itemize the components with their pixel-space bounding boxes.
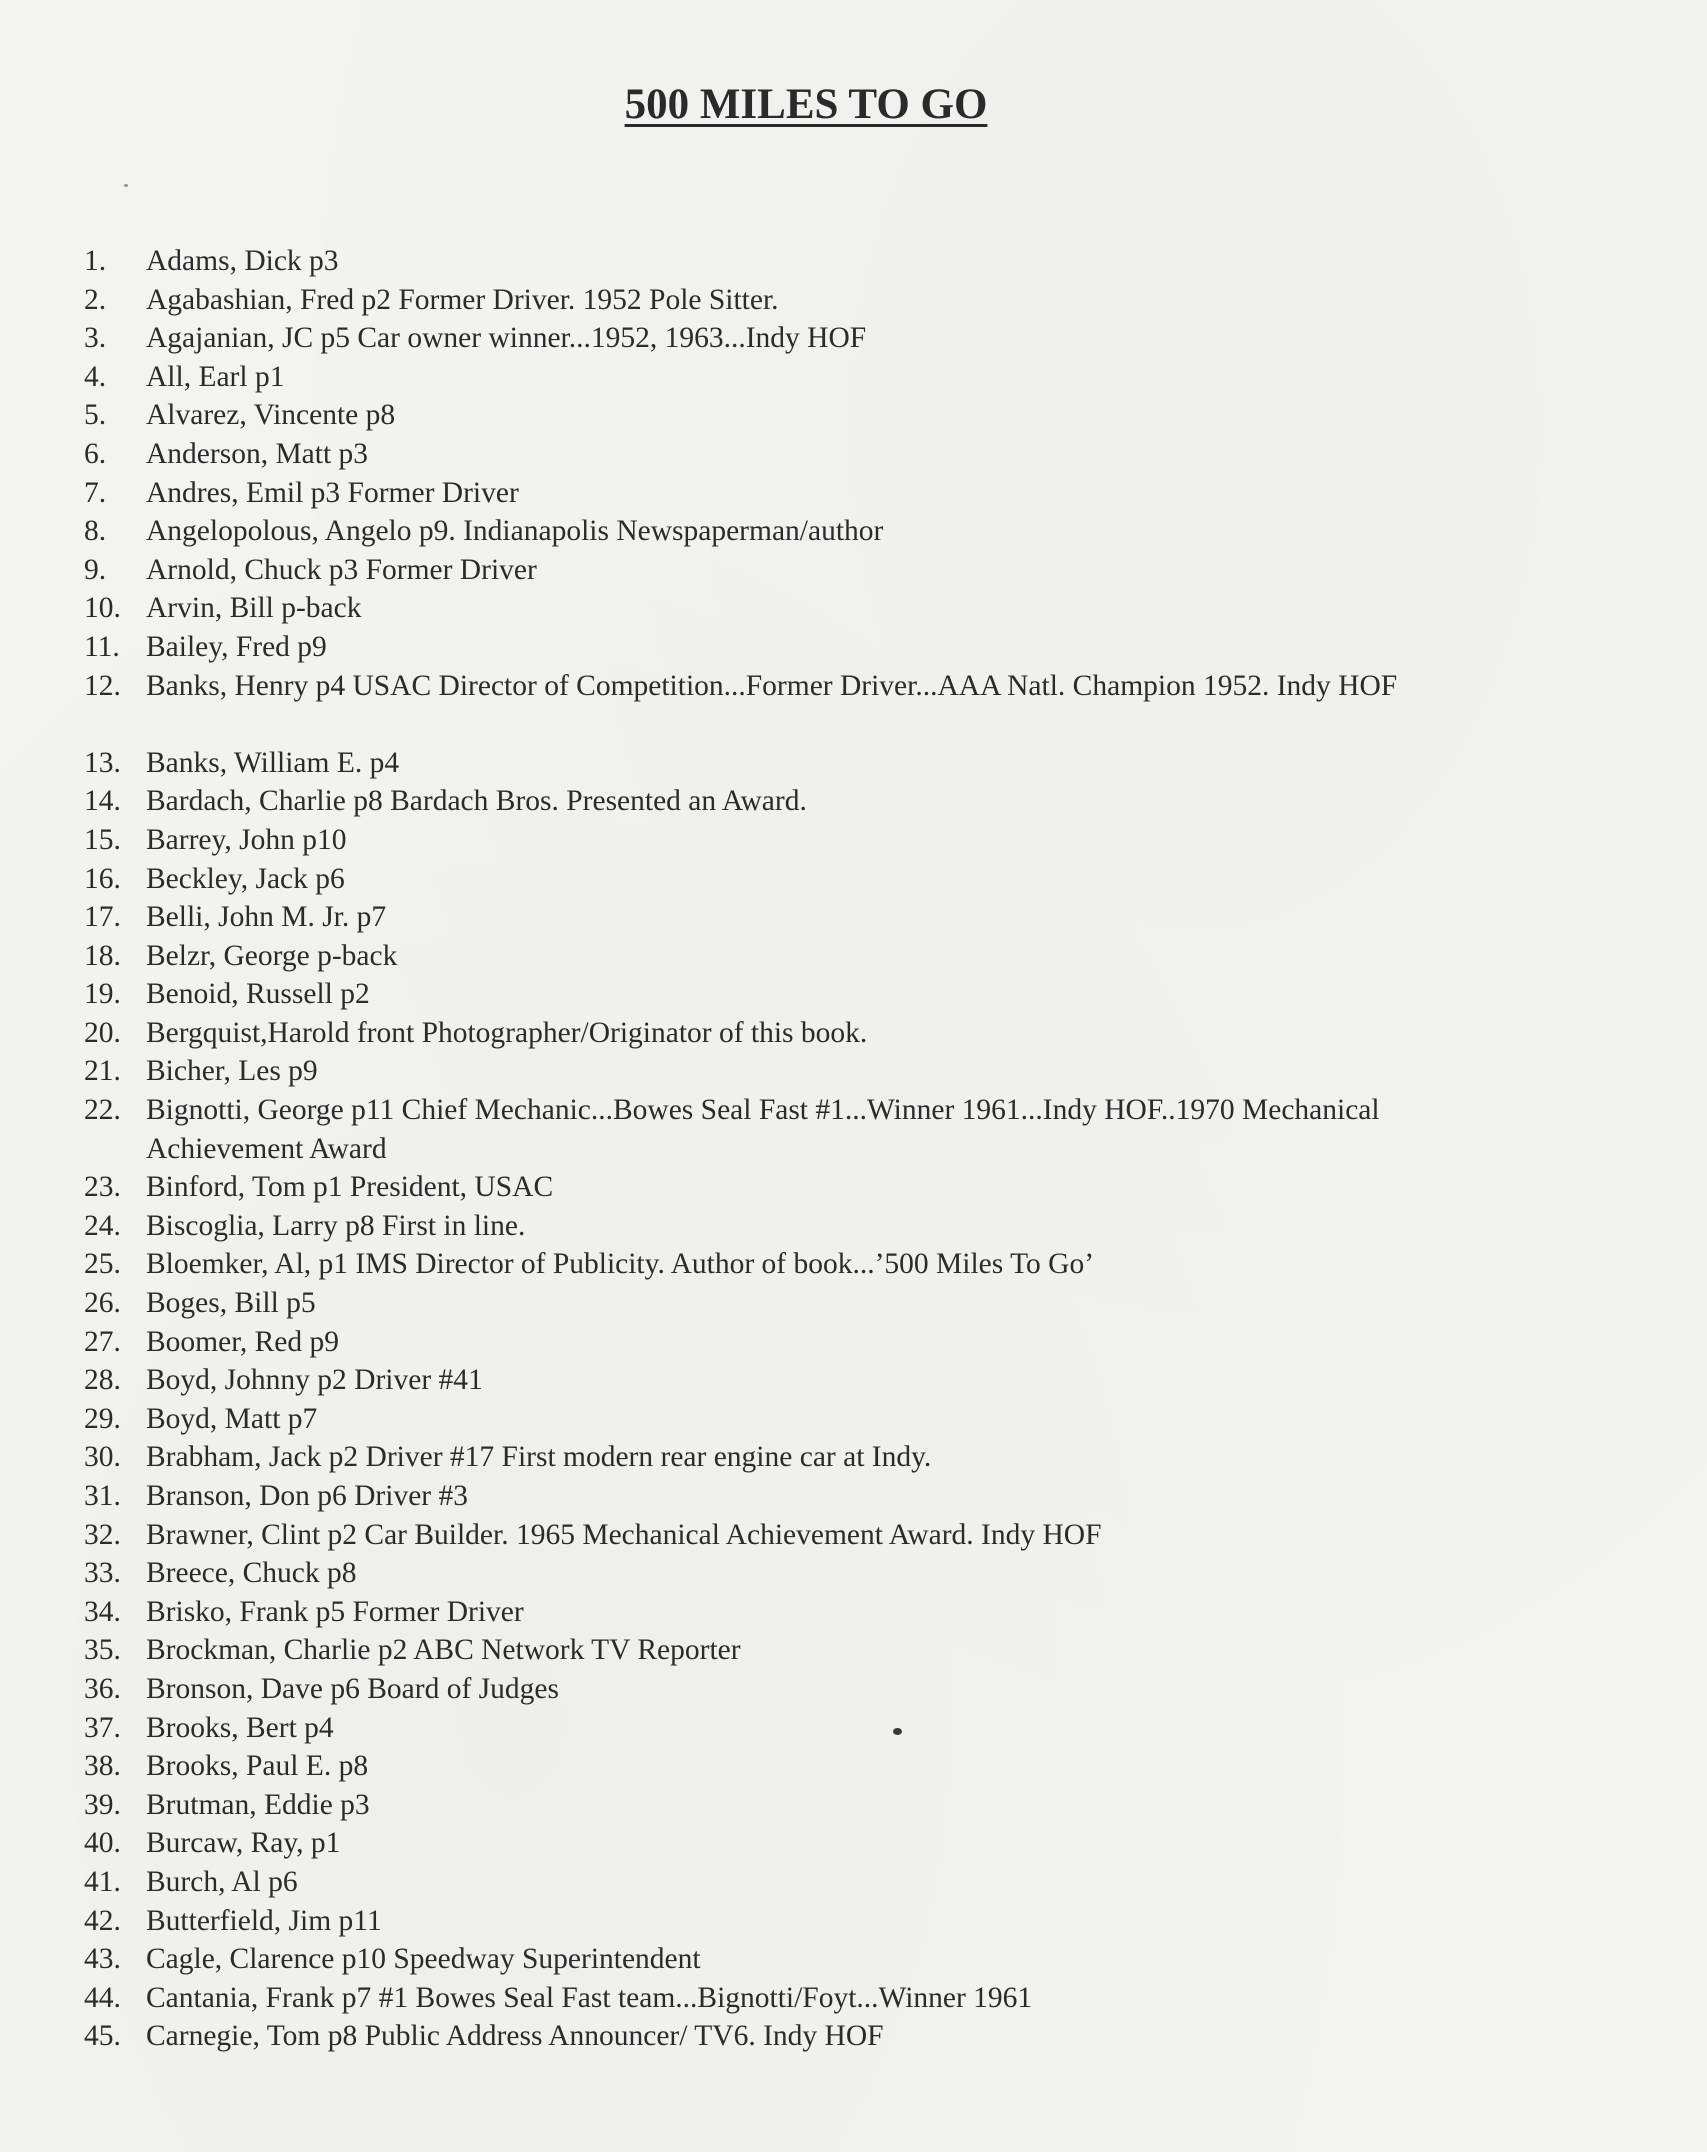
list-item xyxy=(0,396,1707,435)
list-item-number: 45. xyxy=(84,2020,121,2053)
list-item xyxy=(0,1361,1707,1400)
list-item xyxy=(0,821,1707,860)
list-item xyxy=(0,1747,1707,1786)
list-item-number: 37. xyxy=(84,1711,121,1744)
list-item-text: Alvarez, Vincente p8 xyxy=(146,399,396,432)
list-item-text: Cantania, Frank p7 #1 Bowes Seal Fast team...Bignotti/Foyt...Winner 1961 xyxy=(146,1981,1033,2014)
list-item-number: 13. xyxy=(84,746,121,779)
list-item-number: 23. xyxy=(84,1171,121,1204)
list-item-number: 33. xyxy=(84,1557,121,1590)
list-item-text: Agabashian, Fred p2 Former Driver. 1952 Pole Sitter. xyxy=(146,283,779,316)
page-title: 500 MILES TO GO xyxy=(624,81,988,128)
list-item-text: Arvin, Bill p-back xyxy=(146,592,362,625)
list-item-text: Bergquist,Harold front Photographer/Originator of this book. xyxy=(146,1016,868,1049)
list-item-number: 16. xyxy=(84,862,121,895)
list-item-number: 8. xyxy=(84,515,107,548)
list-item-text: Burch, Al p6 xyxy=(146,1865,298,1898)
list-item-text: Angelopolous, Angelo p9. Indianapolis Newspaperman/author xyxy=(146,515,884,548)
list-item xyxy=(0,860,1707,899)
list-item-number: 42. xyxy=(84,1904,121,1937)
list-item-number: 43. xyxy=(84,1943,121,1976)
list-item xyxy=(0,1902,1707,1941)
list-item xyxy=(0,1593,1707,1632)
list-item xyxy=(0,937,1707,976)
list-item xyxy=(0,898,1707,937)
list-item xyxy=(0,1438,1707,1477)
list-item xyxy=(0,1786,1707,1825)
list-item xyxy=(0,2017,1707,2056)
list-item xyxy=(0,1940,1707,1979)
list-item xyxy=(0,1631,1707,1670)
list-item-text: Bignotti, George p11 Chief Mechanic...Bowes Seal Fast #1...Winner 1961...Indy HOF..1970 Mechanical Achievement Award xyxy=(146,1094,1380,1165)
list-item xyxy=(0,744,1707,783)
list-item xyxy=(0,628,1707,667)
list-item-text: Bloemker, Al, p1 IMS Director of Publicity. Author of book...’500 Miles To Go’ xyxy=(146,1248,1095,1281)
list-item-text: Belli, John M. Jr. p7 xyxy=(146,901,387,934)
list-item-text: Branson, Don p6 Driver #3 xyxy=(146,1480,468,1512)
list-item-text: Butterfield, Jim p11 xyxy=(146,1904,382,1937)
list-item xyxy=(0,1207,1707,1246)
list-item-number: 26. xyxy=(84,1287,121,1320)
list-item-text: Brawner, Clint p2 Car Builder. 1965 Mechanical Achievement Award. Indy HOF xyxy=(146,1518,1102,1551)
list-item-number: 10. xyxy=(84,592,121,625)
list-item xyxy=(0,281,1707,320)
list-item-text: Anderson, Matt p3 xyxy=(146,437,369,470)
list-item-number: 25. xyxy=(84,1248,121,1281)
list-item-text: Beckley, Jack p6 xyxy=(146,862,345,895)
list-item-number: 2. xyxy=(84,283,107,316)
list-item-number: 20. xyxy=(84,1016,121,1049)
list-item-number: 30. xyxy=(84,1441,121,1474)
list-item-number: 11. xyxy=(84,630,120,663)
list-item-text: Bronson, Dave p6 Board of Judges xyxy=(146,1672,559,1705)
list-item xyxy=(0,435,1707,474)
list-item xyxy=(0,1014,1707,1053)
list-item-number: 3. xyxy=(84,322,107,355)
list-item xyxy=(0,551,1707,590)
list-item xyxy=(0,667,1707,744)
list-item xyxy=(0,1052,1707,1091)
list-item-number: 18. xyxy=(84,939,121,972)
list-item-text: Brooks, Bert p4 xyxy=(146,1711,334,1744)
list-item xyxy=(0,1554,1707,1593)
list-item-text: Brabham, Jack p2 Driver #17 First modern rear engine car at Indy. xyxy=(146,1441,932,1474)
list-item xyxy=(0,1979,1707,2018)
list-item-text: Belzr, George p-back xyxy=(146,939,398,972)
list-item-number: 19. xyxy=(84,978,121,1011)
list-item-number: 5. xyxy=(84,399,107,432)
list-item xyxy=(0,1091,1707,1168)
list-item-text: Bardach, Charlie p8 Bardach Bros. Presented an Award. xyxy=(146,785,807,818)
list-item-number: 17. xyxy=(84,901,121,934)
list-item xyxy=(0,1709,1707,1748)
list-item-text: Arnold, Chuck p3 Former Driver xyxy=(146,553,537,586)
list-item-text: Banks, William E. p4 xyxy=(146,746,400,779)
list-item xyxy=(0,1168,1707,1207)
list-item-text: Brooks, Paul E. p8 xyxy=(146,1750,369,1783)
list-item-text: Bicher, Les p9 xyxy=(146,1055,318,1088)
list-item-text: Brisko, Frank p5 Former Driver xyxy=(146,1595,524,1628)
list-item-number: 21. xyxy=(84,1055,121,1088)
list-item xyxy=(0,1477,1707,1516)
list-item xyxy=(0,782,1707,821)
list-item-number: 34. xyxy=(84,1595,121,1628)
list-item xyxy=(0,1245,1707,1284)
list-item xyxy=(0,589,1707,628)
list-item-number: 14. xyxy=(84,785,121,818)
list-item-text: Adams, Dick p3 xyxy=(146,245,339,277)
list-item-text: Bailey, Fred p9 xyxy=(146,630,327,663)
name-index-list xyxy=(0,242,1707,2056)
list-item xyxy=(0,1400,1707,1439)
list-item-text: Barrey, John p10 xyxy=(146,823,347,856)
list-item xyxy=(0,1284,1707,1323)
list-item-number: 24. xyxy=(84,1209,121,1242)
list-item-text: Carnegie, Tom p8 Public Address Announcer/ TV6. Indy HOF xyxy=(146,2020,884,2053)
list-item-number: 12. xyxy=(84,669,121,702)
list-item xyxy=(0,1323,1707,1362)
list-item-number: 40. xyxy=(84,1827,121,1860)
list-item-number: 44. xyxy=(84,1981,121,2014)
list-item xyxy=(0,319,1707,358)
paper-speck xyxy=(124,184,128,187)
list-item-number: 4. xyxy=(84,360,107,393)
list-item-text: Brockman, Charlie p2 ABC Network TV Reporter xyxy=(146,1634,741,1667)
list-item-number: 36. xyxy=(84,1672,121,1705)
list-item-number: 29. xyxy=(84,1402,121,1435)
list-item xyxy=(0,474,1707,513)
list-item-text: Boomer, Red p9 xyxy=(146,1325,340,1358)
list-item-number: 32. xyxy=(84,1518,121,1551)
list-item xyxy=(0,1516,1707,1555)
list-item xyxy=(0,1863,1707,1902)
list-item-number: 15. xyxy=(84,823,121,856)
list-item-text: Banks, Henry p4 USAC Director of Competition...Former Driver...AAA Natl. Champion 1952. Indy HOF xyxy=(146,669,1398,702)
list-item-number: 41. xyxy=(84,1865,121,1898)
list-item-number: 39. xyxy=(84,1788,121,1821)
list-item-number: 9. xyxy=(84,553,107,586)
list-item xyxy=(0,242,1707,281)
list-item-text: Breece, Chuck p8 xyxy=(146,1557,357,1590)
paper-speck xyxy=(893,1728,902,1735)
list-item-text: Andres, Emil p3 Former Driver xyxy=(146,476,519,509)
list-item-text: All, Earl p1 xyxy=(146,360,285,393)
list-item-number: 1. xyxy=(84,245,107,277)
list-item xyxy=(0,512,1707,551)
list-item-text: Biscoglia, Larry p8 First in line. xyxy=(146,1209,526,1242)
list-item-text: Cagle, Clarence p10 Speedway Superintendent xyxy=(146,1943,701,1976)
list-item-text: Boges, Bill p5 xyxy=(146,1287,316,1320)
list-item xyxy=(0,1670,1707,1709)
list-item-number: 27. xyxy=(84,1325,121,1358)
list-item-number: 28. xyxy=(84,1364,121,1397)
list-item-number: 22. xyxy=(84,1094,121,1127)
list-item-text: Agajanian, JC p5 Car owner winner...1952, 1963...Indy HOF xyxy=(146,322,867,355)
list-item xyxy=(0,358,1707,397)
list-item-text: Benoid, Russell p2 xyxy=(146,978,370,1011)
list-item-number: 7. xyxy=(84,476,107,509)
list-item-number: 35. xyxy=(84,1634,121,1667)
list-item xyxy=(0,975,1707,1014)
list-item-number: 31. xyxy=(84,1480,121,1512)
list-item-text: Brutman, Eddie p3 xyxy=(146,1788,370,1821)
list-item-text: Burcaw, Ray, p1 xyxy=(146,1827,341,1860)
list-item-number: 38. xyxy=(84,1750,121,1783)
list-item-text: Binford, Tom p1 President, USAC xyxy=(146,1171,554,1204)
list-item-number: 6. xyxy=(84,437,107,470)
list-item xyxy=(0,1824,1707,1863)
list-item-text: Boyd, Johnny p2 Driver #41 xyxy=(146,1364,483,1397)
list-item-text: Boyd, Matt p7 xyxy=(146,1402,318,1435)
